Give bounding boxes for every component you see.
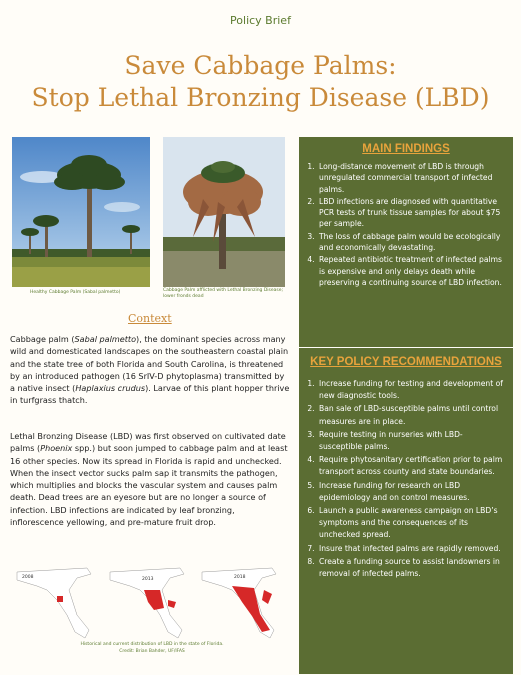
recommendation-item: 6. Launch a public awareness campaign on LBD’s symptoms and the consequences of its unchecked spread. <box>317 505 503 542</box>
recommendation-item: 2. Ban sale of LBD-susceptible palms until control measures are in place. <box>317 403 503 427</box>
recommendations-heading: KEY POLICY RECOMMENDATIONS <box>310 356 502 368</box>
map-year-2018: 2018 <box>234 575 246 580</box>
main-findings-heading: MAIN FINDINGS <box>362 143 450 155</box>
recommendation-item: 5. Increase funding for research on LBD epidemiology and on control measures. <box>317 480 503 504</box>
diseased-palm-caption: Cabbage Palm afflicted with Lethal Bronzing Disease; lower fronds dead <box>163 288 284 299</box>
maps-caption: Historical and current distribution of LBD in the state of Florida. Credit: Brian Bahder, UF/IFAS <box>80 642 224 654</box>
recommendation-item: 7. Insure that infected palms are rapidly removed. <box>317 543 503 555</box>
recommendation-item: 3. Require testing in nurseries with LBD-susceptible palms. <box>317 429 503 453</box>
recommendation-item: 8. Create a funding source to assist landowners in removal of infected palms. <box>317 556 503 580</box>
map-year-2008: 2008 <box>22 575 34 580</box>
recommendation-item: 4. Require phytosanitary certification prior to palm transport across county and state boundaries. <box>317 454 503 478</box>
diseased-palm-photo <box>163 137 285 287</box>
map-year-2013: 2013 <box>142 577 154 582</box>
finding-item: 4. Repeated antibiotic treatment of infected palms is expensive and only delays death while preserving a continuing source of LBD infection. <box>317 254 505 288</box>
finding-item: 1. Long-distance movement of LBD is through unregulated commercial transport of infected palms. <box>317 161 505 195</box>
main-findings-panel <box>299 137 513 347</box>
context-heading: Context <box>128 312 172 325</box>
recommendation-item: 1. Increase funding for testing and development of new diagnostic tools. <box>317 378 503 402</box>
healthy-palm-photo <box>12 137 150 287</box>
page-title <box>0 50 521 114</box>
healthy-palm-caption: Healthy Cabbage Palm (Sabal palmetto) <box>30 290 121 295</box>
finding-item: 3. The loss of cabbage palm would be ecologically and economically devastating. <box>317 231 505 254</box>
finding-item: 2. LBD infections are diagnosed with quantitative PCR tests of trunk tissue samples for about $75 per sample. <box>317 196 505 230</box>
context-paragraph-2: Lethal Bronzing Disease (LBD) was first observed on cultivated date palms (Phoenix spp.) but soon jumped to cabbage palm and at least 16 other species. Now its spread in Florida is rapid and unchecked. When the insect vector sucks palm sap it transmits the pathogen, which multiplies and blocks the vascular system and causes palm death. Dead trees are an eyesore but are no longer a source of infection. LBD infections are indicated by leaf bronzing, inflorescence yellowing, and pre-mature fruit drop. <box>10 431 288 528</box>
context-paragraph-1: Cabbage palm (Sabal palmetto), the dominant species across many wild and domesticated landscapes on the southeastern coastal plain and the state tree of both Florida and South Carolina, is threatened by an introduced pathogen (16 SrIV-D phytoplasma) transmitted by a native insect (Haplaxius crudus). Larvae of this plant hopper thrive in turfgrass thatch. <box>10 334 290 406</box>
recommendations-panel <box>299 348 513 674</box>
lbd-distribution-maps <box>12 555 292 640</box>
policy-brief-label: Policy Brief <box>230 14 291 27</box>
title-line-2: Stop Lethal Bronzing Disease (LBD) <box>31 83 490 112</box>
title-line-1: Save Cabbage Palms: <box>124 51 397 80</box>
